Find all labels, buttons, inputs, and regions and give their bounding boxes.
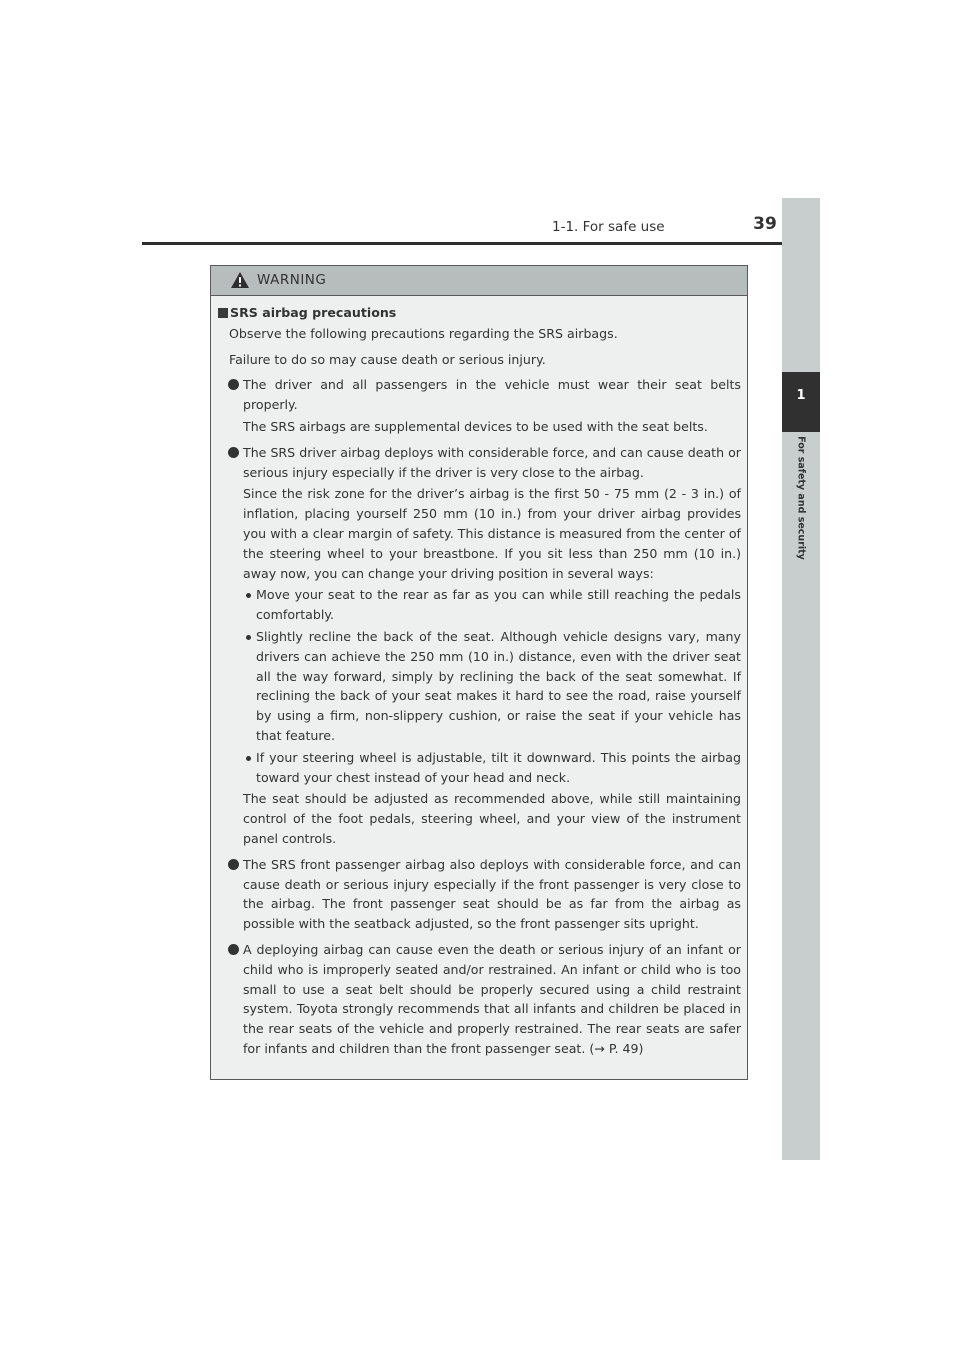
item-text: The SRS driver airbag deploys with considerable force, and can cause death or serious injury especially if the driver is very close to the airbag. — [243, 444, 741, 480]
sub-bullet-text: Slightly recline the back of the seat. Although vehicle designs vary, many drivers can achieve the 250 mm (10 in.) distance, even with the driver seat all the way forward, simply by reclining the back of the seat somewhat. If reclining the back of your seat makes it hard to see the road, raise yourself by using a firm, non-slippery cushion, or raise the seat if your vehicle has that feature. — [256, 628, 741, 743]
header-rule — [142, 242, 782, 245]
section-heading — [211, 303, 747, 323]
item-closing: The seat should be adjusted as recommended above, while still maintaining control of the foot pedals, steering wheel, and your view of the instrument panel controls. — [243, 791, 741, 846]
item-text: The SRS front passenger airbag also deploys with considerable force, and can cause death or serious injury especially if the front passenger is very close to the airbag. The front passenger seat should be as far from the airbag as possible with the seatback adjusted, so the front passenger sits upright. — [243, 856, 741, 932]
chapter-title: For safety and security — [795, 436, 807, 560]
side-tab — [782, 198, 820, 1160]
sub-bullet — [211, 748, 747, 788]
warning-header — [211, 266, 747, 296]
item-text: A deploying airbag can cause even the death or serious injury of an infant or child who is improperly seated and/or restrained. An infant or child who is too small to use a seat belt should be properly secured using a child restraint system. Toyota strongly recommends that all infants and children be placed in the rear seats of the vehicle and properly restrained. The rear seats are safer for infants and children than the front passenger seat. — [243, 941, 741, 1056]
intro-paragraph: Observe the following precautions regarding the SRS airbags. — [229, 325, 618, 341]
small-bullet-icon — [246, 635, 251, 640]
small-bullet-icon — [246, 756, 251, 761]
sub-bullet — [211, 585, 747, 625]
list-item — [211, 855, 747, 934]
round-bullet-icon — [228, 859, 239, 870]
list-item — [211, 443, 747, 483]
intro-paragraph: Failure to do so may cause death or serious injury. — [229, 351, 546, 367]
section-title: 1-1. For safe use — [552, 219, 665, 235]
round-bullet-icon — [228, 447, 239, 458]
list-item — [211, 940, 747, 1059]
chapter-number: 1 — [796, 388, 806, 403]
small-bullet-icon — [246, 593, 251, 598]
round-bullet-icon — [228, 379, 239, 390]
chapter-tab[interactable] — [782, 372, 820, 432]
item-note: The SRS airbags are supplemental devices to be used with the seat belts. — [243, 418, 708, 434]
sub-bullet-text: Move your seat to the rear as far as you can while still reaching the pedals comfortably. — [256, 587, 741, 623]
warning-label: WARNING — [257, 272, 327, 288]
heading-text: SRS airbag precautions — [230, 305, 397, 320]
square-bullet-icon — [218, 308, 228, 318]
round-bullet-icon — [228, 944, 239, 955]
sub-bullet — [211, 627, 747, 746]
item-text: The driver and all passengers in the vehicle must wear their seat belts properly. — [243, 377, 741, 413]
item-note: Since the risk zone for the driver’s airbag is the first 50 - 75 mm (2 - 3 in.) of inflation, placing yourself 250 mm (10 in.) from your driver airbag provides you with a clear margin of safety. This distance is measured from the center of the steering wheel to your breastbone. If you sit less than 250 mm (10 in.) away now, you can change your driving position in several ways: — [243, 486, 741, 581]
list-item — [211, 375, 747, 415]
warning-content — [211, 296, 747, 1059]
page-number: 39 — [753, 214, 777, 234]
warning-triangle-icon — [230, 271, 250, 289]
warning-box — [210, 265, 748, 1080]
sub-bullet-text: If your steering wheel is adjustable, tilt it downward. This points the airbag toward your chest instead of your head and neck. — [256, 749, 741, 785]
page-reference-link[interactable]: (→ P. 49) — [589, 1040, 644, 1056]
